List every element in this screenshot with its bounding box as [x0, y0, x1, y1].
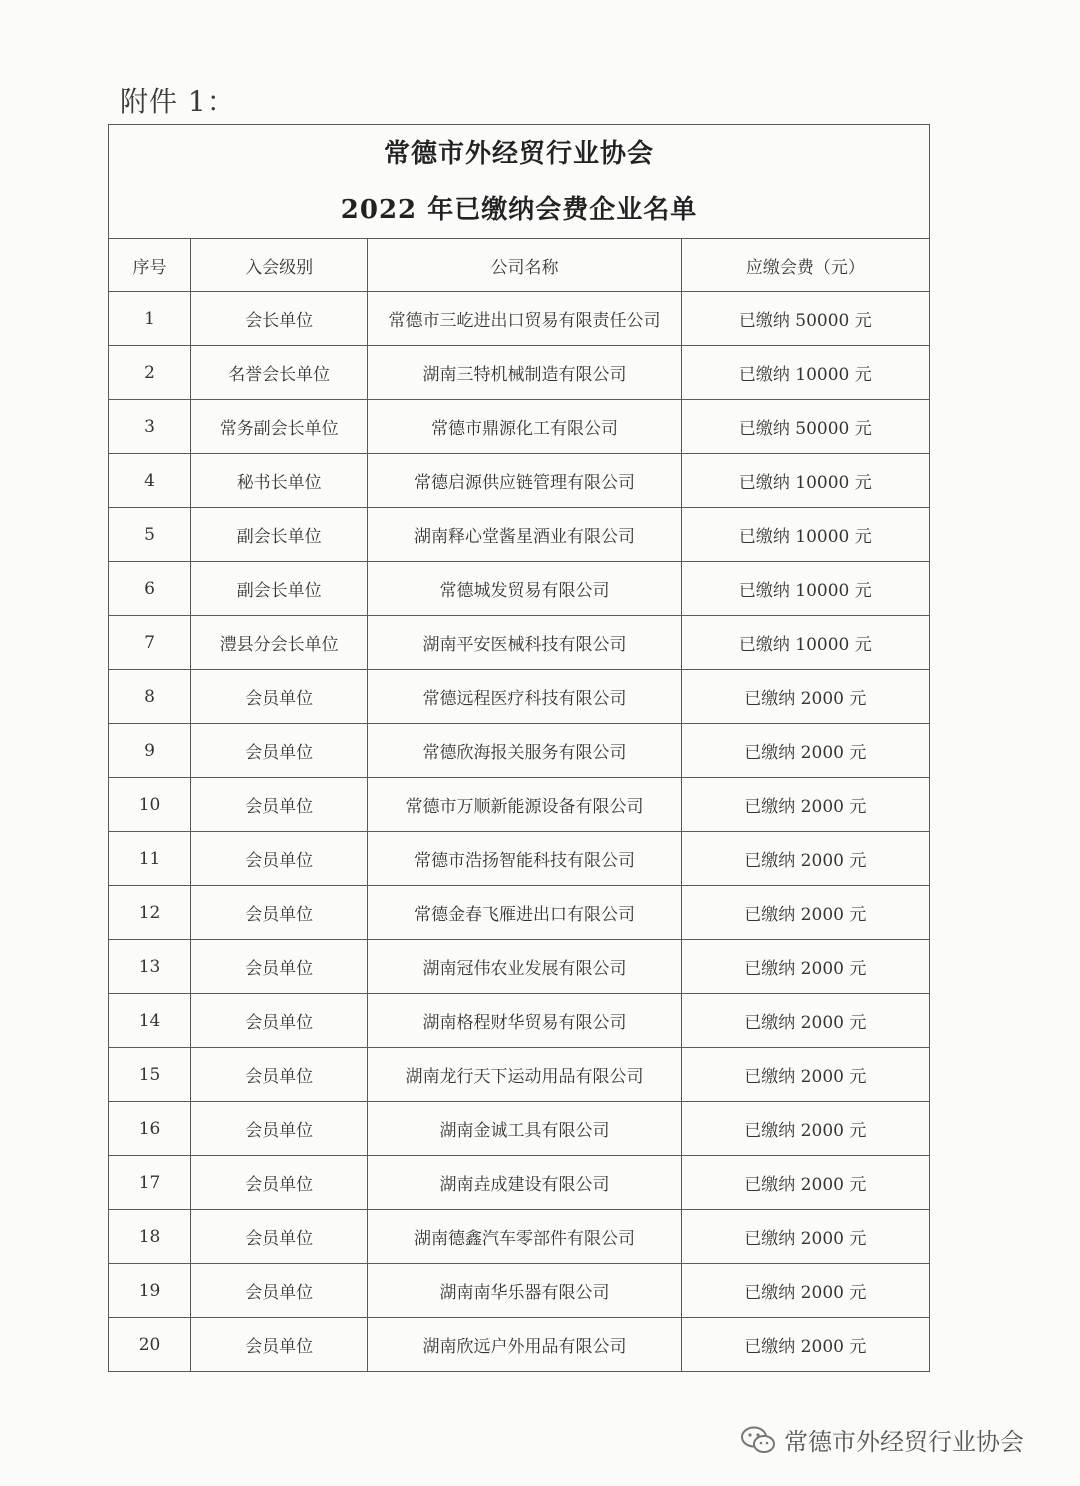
- cell-fee: 已缴纳 2000 元: [681, 1102, 929, 1156]
- cell-seq: 5: [109, 508, 191, 562]
- cell-seq: 1: [109, 292, 191, 346]
- cell-company: 湖南释心堂酱星酒业有限公司: [368, 508, 681, 562]
- header-company: 公司名称: [368, 239, 681, 292]
- cell-company: 常德远程医疗科技有限公司: [368, 670, 681, 724]
- table-row: [109, 994, 930, 1048]
- cell-company: 湖南格程财华贸易有限公司: [368, 994, 681, 1048]
- table-row: [109, 508, 930, 562]
- cell-fee: 已缴纳 2000 元: [681, 778, 929, 832]
- table-row: [109, 1156, 930, 1210]
- cell-level: 会员单位: [191, 1102, 368, 1156]
- table-row: [109, 1210, 930, 1264]
- cell-seq: 16: [109, 1102, 191, 1156]
- cell-seq: 7: [109, 616, 191, 670]
- cell-seq: 11: [109, 832, 191, 886]
- cell-seq: 6: [109, 562, 191, 616]
- cell-level: 会员单位: [191, 886, 368, 940]
- cell-level: 会员单位: [191, 994, 368, 1048]
- cell-fee: 已缴纳 2000 元: [681, 670, 929, 724]
- table-title-line1: 常德市外经贸行业协会: [383, 138, 654, 169]
- cell-level: 会员单位: [191, 724, 368, 778]
- cell-fee: 已缴纳 2000 元: [681, 724, 929, 778]
- cell-level: 会员单位: [191, 832, 368, 886]
- cell-seq: 17: [109, 1156, 191, 1210]
- cell-seq: 10: [109, 778, 191, 832]
- cell-fee: 已缴纳 10000 元: [681, 616, 929, 670]
- table-row: [109, 400, 930, 454]
- cell-company: 湖南金诚工具有限公司: [368, 1102, 681, 1156]
- cell-level: 会员单位: [191, 1210, 368, 1264]
- cell-fee: 已缴纳 50000 元: [681, 400, 929, 454]
- cell-fee: 已缴纳 2000 元: [681, 886, 929, 940]
- cell-fee: 已缴纳 10000 元: [681, 346, 929, 400]
- table-row: [109, 346, 930, 400]
- cell-fee: 已缴纳 10000 元: [681, 508, 929, 562]
- cell-company: 湖南德鑫汽车零部件有限公司: [368, 1210, 681, 1264]
- cell-fee: 已缴纳 2000 元: [681, 1264, 929, 1318]
- cell-company: 常德市三屹进出口贸易有限责任公司: [368, 292, 681, 346]
- cell-level: 会员单位: [191, 1264, 368, 1318]
- table-title: [109, 125, 930, 239]
- cell-seq: 9: [109, 724, 191, 778]
- footer-brand: [740, 1422, 1024, 1457]
- table-row: [109, 940, 930, 994]
- table-header-row: [109, 239, 930, 292]
- table-row: [109, 724, 930, 778]
- cell-level: 会员单位: [191, 1318, 368, 1372]
- cell-level: 副会长单位: [191, 508, 368, 562]
- cell-company: 湖南欣远户外用品有限公司: [368, 1318, 681, 1372]
- table-title-line2: 2022 年已缴纳会费企业名单: [340, 194, 698, 225]
- cell-seq: 3: [109, 400, 191, 454]
- table-title-row: [109, 125, 930, 239]
- cell-level: 会长单位: [191, 292, 368, 346]
- cell-company: 湖南龙行天下运动用品有限公司: [368, 1048, 681, 1102]
- cell-seq: 2: [109, 346, 191, 400]
- cell-company: 湖南南华乐器有限公司: [368, 1264, 681, 1318]
- cell-seq: 14: [109, 994, 191, 1048]
- cell-seq: 20: [109, 1318, 191, 1372]
- cell-seq: 12: [109, 886, 191, 940]
- cell-company: 常德启源供应链管理有限公司: [368, 454, 681, 508]
- cell-level: 会员单位: [191, 1156, 368, 1210]
- cell-fee: 已缴纳 10000 元: [681, 562, 929, 616]
- header-seq: 序号: [109, 239, 191, 292]
- cell-level: 名誉会长单位: [191, 346, 368, 400]
- cell-company: 湖南平安医械科技有限公司: [368, 616, 681, 670]
- cell-seq: 8: [109, 670, 191, 724]
- cell-seq: 13: [109, 940, 191, 994]
- table-row: [109, 562, 930, 616]
- table-row: [109, 832, 930, 886]
- wechat-icon: [740, 1425, 776, 1455]
- cell-company: 常德市鼎源化工有限公司: [368, 400, 681, 454]
- table-row: [109, 1048, 930, 1102]
- table-row: [109, 616, 930, 670]
- header-level: 入会级别: [191, 239, 368, 292]
- cell-level: 澧县分会长单位: [191, 616, 368, 670]
- footer-brand-name: 常德市外经贸行业协会: [784, 1428, 1024, 1456]
- table-row: [109, 292, 930, 346]
- table-row: [109, 778, 930, 832]
- cell-fee: 已缴纳 2000 元: [681, 1156, 929, 1210]
- cell-level: 会员单位: [191, 670, 368, 724]
- cell-company: 常德欣海报关服务有限公司: [368, 724, 681, 778]
- cell-level: 副会长单位: [191, 562, 368, 616]
- cell-fee: 已缴纳 2000 元: [681, 994, 929, 1048]
- cell-company: 常德金春飞雁进出口有限公司: [368, 886, 681, 940]
- cell-seq: 19: [109, 1264, 191, 1318]
- table-row: [109, 1102, 930, 1156]
- member-fee-table: [108, 124, 930, 1372]
- cell-fee: 已缴纳 2000 元: [681, 1210, 929, 1264]
- cell-company: 常德市浩扬智能科技有限公司: [368, 832, 681, 886]
- cell-seq: 18: [109, 1210, 191, 1264]
- cell-company: 湖南垚成建设有限公司: [368, 1156, 681, 1210]
- cell-fee: 已缴纳 2000 元: [681, 1318, 929, 1372]
- table-row: [109, 1318, 930, 1372]
- header-fee: 应缴会费（元）: [681, 239, 929, 292]
- cell-fee: 已缴纳 2000 元: [681, 1048, 929, 1102]
- cell-fee: 已缴纳 10000 元: [681, 454, 929, 508]
- table-row: [109, 886, 930, 940]
- cell-level: 会员单位: [191, 778, 368, 832]
- cell-company: 湖南三特机械制造有限公司: [368, 346, 681, 400]
- cell-fee: 已缴纳 50000 元: [681, 292, 929, 346]
- attachment-label: 附件 1：: [120, 85, 236, 118]
- table-row: [109, 670, 930, 724]
- cell-level: 秘书长单位: [191, 454, 368, 508]
- cell-fee: 已缴纳 2000 元: [681, 832, 929, 886]
- cell-fee: 已缴纳 2000 元: [681, 940, 929, 994]
- cell-level: 会员单位: [191, 940, 368, 994]
- cell-company: 湖南冠伟农业发展有限公司: [368, 940, 681, 994]
- table-row: [109, 454, 930, 508]
- cell-level: 会员单位: [191, 1048, 368, 1102]
- cell-level: 常务副会长单位: [191, 400, 368, 454]
- table-row: [109, 1264, 930, 1318]
- cell-seq: 4: [109, 454, 191, 508]
- cell-seq: 15: [109, 1048, 191, 1102]
- cell-company: 常德城发贸易有限公司: [368, 562, 681, 616]
- cell-company: 常德市万顺新能源设备有限公司: [368, 778, 681, 832]
